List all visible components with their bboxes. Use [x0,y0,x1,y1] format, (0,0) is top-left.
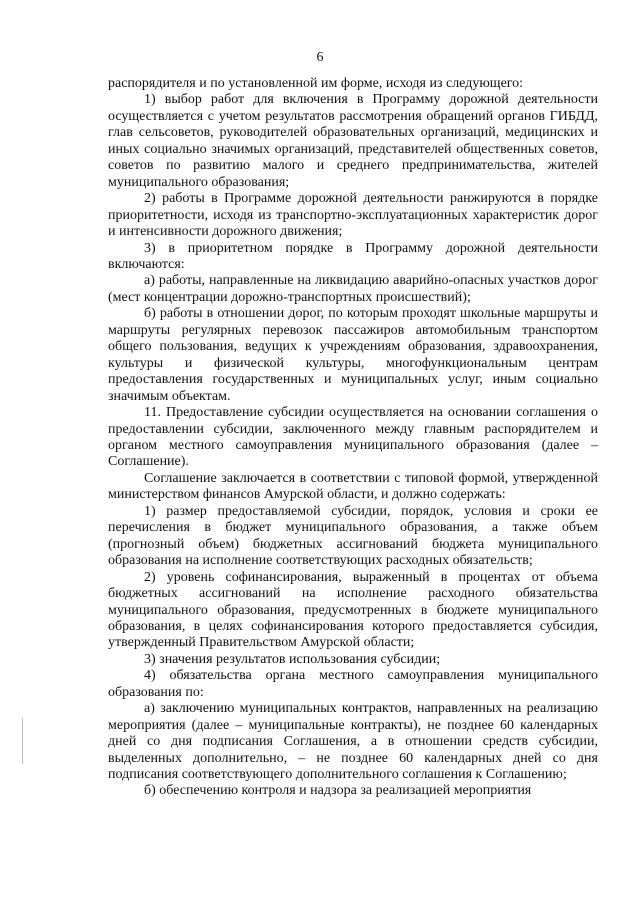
scan-edge-mark [22,718,23,764]
paragraph: б) работы в отношении дорог, по которым проходят школьные маршруты и маршруты регулярных перевозок пассажиров автомобильным транспортом общего пользования, ведущих к учреждениям образования, здравоохранения, культуры и физической культуры, многофункциональным центрам предоставления государственных и муниципальных услуг, иным социально значимым объектам. [108,306,598,404]
paragraph: 11. Предоставление субсидии осуществляется на основании соглашения о предоставлении субсидии, заключенного между главным распорядителем и органом местного самоуправления муниципального образования (далее – Соглашение). [108,405,598,470]
page-number: 6 [316,50,324,65]
paragraph: а) работы, направленные на ликвидацию аварийно-опасных участков дорог (мест концентрации дорожно-транспортных происшествий); [108,273,598,305]
paragraph: 2) работы в Программе дорожной деятельности ранжируются в порядке приоритетности, исходя из транспортно-эксплуатационных характеристик дорог и интенсивности дорожного движения; [108,191,598,240]
paragraph: Соглашение заключается в соответствии с типовой формой, утвержденной министерством финансов Амурской области, и должно содержать: [108,470,598,503]
paragraph: а) заключению муниципальных контрактов, направленных на реализацию мероприятия (далее – муниципальные контракты), не позднее 60 календарных дней со дня подписания Соглашения, а в отношении средств субсидии, выделенных дополнительно, – не позднее 60 календарных дней со дня подписания соответствующего дополнительного соглашения к Соглашению; [108,701,598,783]
paragraph: 3) значения результатов использования субсидии; [144,651,441,667]
paragraph: 1) выбор работ для включения в Программу дорожной деятельности осуществляется с учетом результатов рассмотрения обращений органов ГИБДД, глав сельсоветов, руководителей образовательных организаций, медицинских и иных социально значимых организаций, представителей общественных советов, советов по развитию малого и среднего предпринимательства, жителей муниципального образования; [108,92,598,190]
paragraph: распорядителя и по установленной им форме, исходя из следующего: [108,76,524,91]
paragraph: 1) размер предоставляемой субсидии, порядок, условия и сроки ее перечисления в бюджет муниципального образования, а также объем (прогнозный объем) бюджетных ассигнований бюджета муниципального образования на исполнение соответствующих расходных обязательств; [108,503,598,569]
paragraph: 3) в приоритетном порядке в Программу дорожной деятельности включаются: [108,240,598,272]
paragraph: 2) уровень софинансирования, выраженный в процентах от объема бюджетных ассигнований на исполнение расходного обязательства муниципального образования, предусмотренных в бюджете муниципального образования, в целях софинансирования которого предоставляется субсидия, утвержденный Правительством Амурской области; [108,569,598,651]
paragraph: б) обеспечению контроля и надзора за реализацией мероприятия [144,783,532,799]
paragraph: 4) обязательства органа местного самоуправления муниципального образования по: [108,668,598,700]
document-body [108,76,598,800]
